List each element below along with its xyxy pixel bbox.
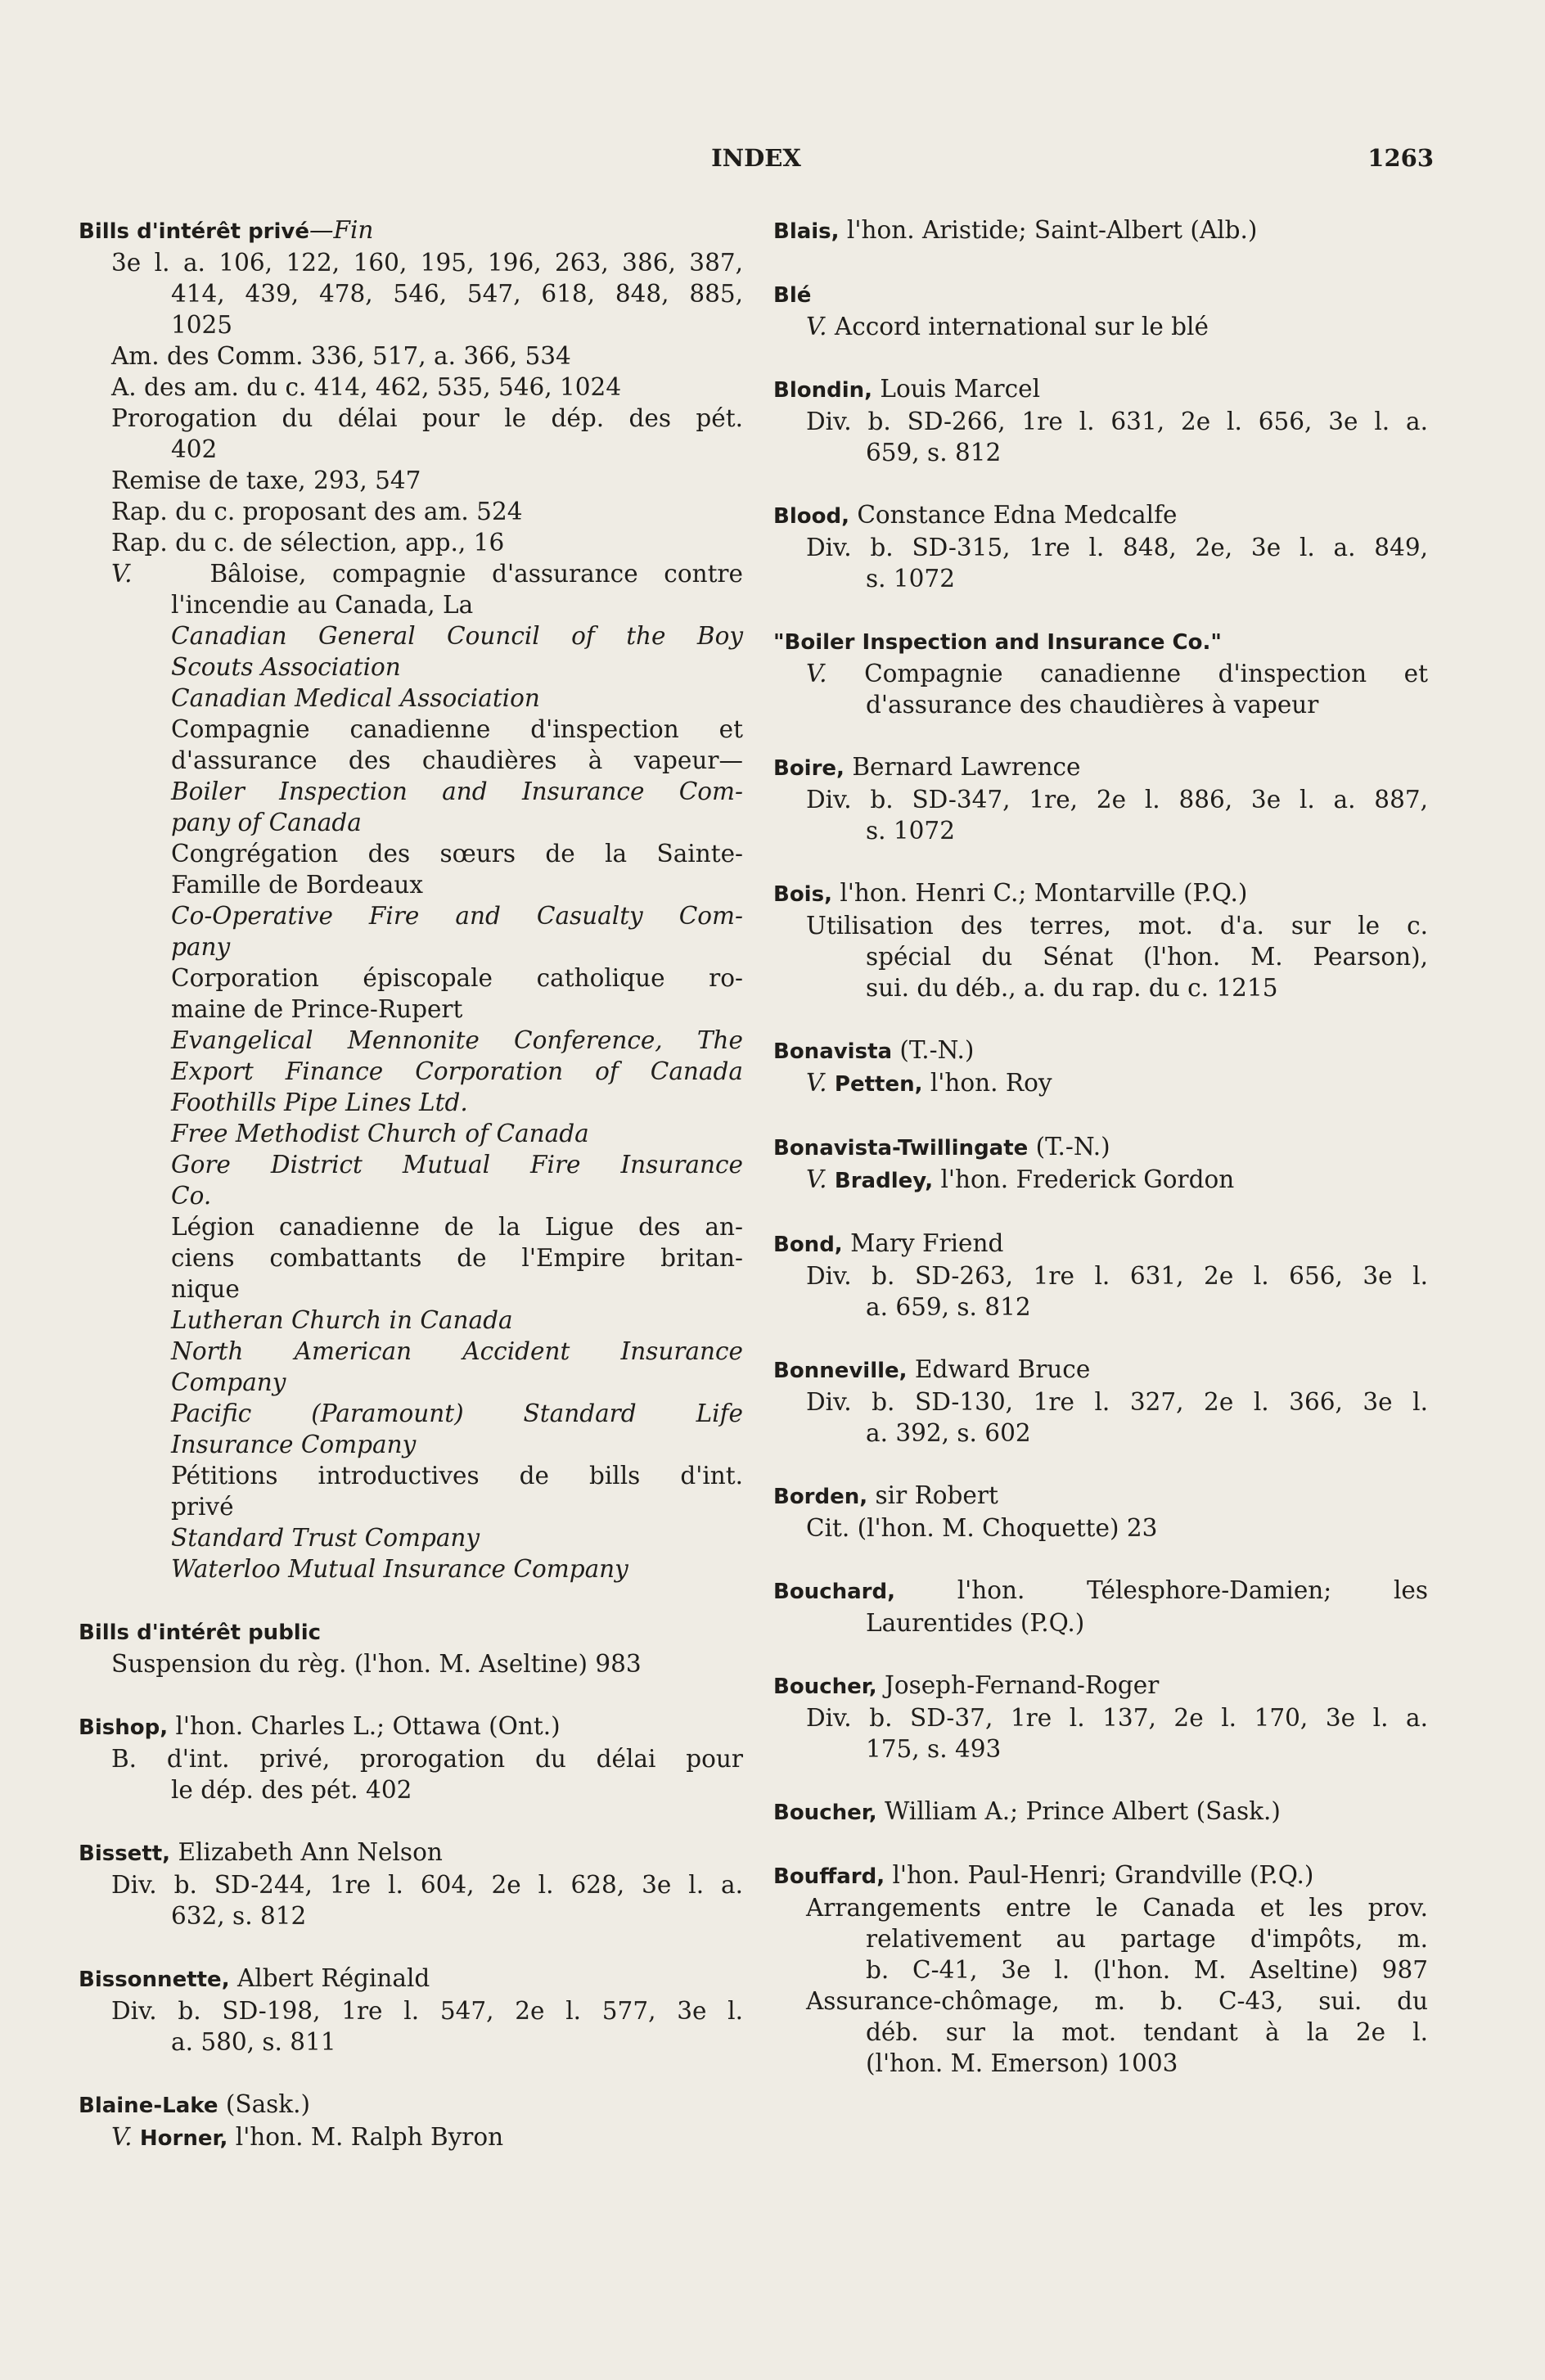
entry-heading: Bills d'intérêt privé—Fin <box>79 216 374 244</box>
entry-line: Scouts Association <box>171 653 401 681</box>
entry-boiler-inspection: "Boiler Inspection and Insurance Co." V. Compagnie canadienne d'inspection et d'assurance des chaudières à vapeur <box>773 630 1428 719</box>
entry-line: V. Compagnie canadienne d'inspection et <box>806 660 1428 687</box>
entry-bouffard: Bouffard, l'hon. Paul-Henri; Grandville (P.Q.) Arrangements entre le Canada et les prov. relativement au partage d'impôts, m. b. C-41, 3e l. (l'hon. M. Aseltine) 987 Assurance-chômage, m. b. C-43, sui. du déb. sur la mot. tendant à la 2e l. (l'hon. M. Emerson) 1003 <box>773 1861 1428 2077</box>
entry-line: Div. b. SD-263, 1re l. 631, 2e l. 656, 3e l. <box>806 1262 1428 1290</box>
entry-line: Congrégation des sœurs de la Sainte- <box>171 840 743 868</box>
entry-bois: Bois, l'hon. Henri C.; Montarville (P.Q.) Utilisation des terres, mot. d'a. sur le c. spécial du Sénat (l'hon. M. Pearson), sui. du déb., a. du rap. du c. 1215 <box>773 879 1428 1002</box>
entry-line: nique <box>171 1275 240 1303</box>
entry-bonavista-twillingate: Bonavista-Twillingate (T.-N.) V. Bradley, l'hon. Frederick Gordon <box>773 1131 1428 1197</box>
entry-line: Export Finance Corporation of Canada <box>171 1057 743 1085</box>
entry-blood: Blood, Constance Edna Medcalfe Div. b. SD-315, 1re l. 848, 2e, 3e l. a. 849, s. 1072 <box>773 501 1428 593</box>
entry-line: Prorogation du délai pour le dép. des pét. <box>111 404 743 432</box>
entry-line: spécial du Sénat (l'hon. M. Pearson), <box>866 943 1428 971</box>
entry-line: Utilisation des terres, mot. d'a. sur le c. <box>806 912 1428 940</box>
entry-line: Pacific (Paramount) Standard Life <box>171 1400 743 1427</box>
entry-line: b. C-41, 3e l. (l'hon. M. Aseltine) 987 <box>866 1956 1428 1984</box>
entry-line: 175, s. 493 <box>866 1735 1002 1763</box>
entry-boire: Boire, Bernard Lawrence Div. b. SD-347, 1re, 2e l. 886, 3e l. a. 887, s. 1072 <box>773 753 1428 845</box>
entry-line: d'assurance des chaudières à vapeur— <box>171 746 743 774</box>
entry-line: Free Methodist Church of Canada <box>171 1120 589 1147</box>
entry-line: Arrangements entre le Canada et les prov. <box>806 1894 1428 1922</box>
right-column <box>773 214 1428 2110</box>
entry-line: sui. du déb., a. du rap. du c. 1215 <box>866 974 1278 1002</box>
entry-line: déb. sur la mot. tendant à la 2e l. <box>866 2018 1428 2046</box>
entry-line: Div. b. SD-130, 1re l. 327, 2e l. 366, 3e l. <box>806 1388 1428 1416</box>
entry-line: A. des am. du c. 414, 462, 535, 546, 1024 <box>111 373 622 401</box>
entry-line: maine de Prince-Rupert <box>171 995 463 1023</box>
entry-line: 659, s. 812 <box>866 439 1002 467</box>
page-number: 1263 <box>1367 144 1434 172</box>
entry-line: V. Accord international sur le blé <box>806 313 1209 340</box>
entry-line: Compagnie canadienne d'inspection et <box>171 715 743 743</box>
entry-line: 402 <box>171 435 218 463</box>
entry-bissett: Bissett, Elizabeth Ann Nelson Div. b. SD-244, 1re l. 604, 2e l. 628, 3e l. a. 632, s. 812 <box>79 1838 743 1930</box>
entry-line: Foothills Pipe Lines Ltd. <box>171 1089 468 1116</box>
entry-line: Remise de taxe, 293, 547 <box>111 467 421 494</box>
entry-bond: Bond, Mary Friend Div. b. SD-263, 1re l. 631, 2e l. 656, 3e l. a. 659, s. 812 <box>773 1229 1428 1321</box>
entry-line: Boiler Inspection and Insurance Com- <box>171 778 743 805</box>
entry-line: Waterloo Mutual Insurance Company <box>171 1555 628 1583</box>
entry-line: s. 1072 <box>866 817 955 845</box>
entry-line: a. 392, s. 602 <box>866 1419 1031 1447</box>
entry-line: Suspension du règ. (l'hon. M. Aseltine) 983 <box>111 1650 642 1678</box>
entry-line: North American Accident Insurance <box>171 1337 743 1365</box>
entry-line: 1025 <box>171 311 233 339</box>
entry-line: Légion canadienne de la Ligue des an- <box>171 1213 743 1241</box>
page-title: INDEX <box>711 144 801 172</box>
entry-line: l'incendie au Canada, La <box>171 591 474 619</box>
entry-line: Co. <box>171 1182 212 1210</box>
entry-line: ciens combattants de l'Empire britan- <box>171 1244 743 1272</box>
entry-line: s. 1072 <box>866 565 955 593</box>
entry-line: Standard Trust Company <box>171 1524 480 1552</box>
entry-borden: Borden, sir Robert Cit. (l'hon. M. Choquette) 23 <box>773 1480 1428 1544</box>
entry-line: Corporation épiscopale catholique ro- <box>171 964 743 992</box>
entry-bonavista: Bonavista (T.-N.) V. Petten, l'hon. Roy <box>773 1034 1428 1100</box>
entry-line: Canadian General Council of the Boy <box>171 622 743 650</box>
entry-line: V. Bâloise, compagnie d'assurance contre <box>111 560 743 588</box>
entry-boucher-joseph: Boucher, Joseph-Fernand-Roger Div. b. SD-37, 1re l. 137, 2e l. 170, 3e l. a. 175, s. 493 <box>773 1671 1428 1763</box>
entry-line: Rap. du c. de sélection, app., 16 <box>111 529 505 557</box>
entry-line: pany <box>171 933 231 961</box>
page-header <box>79 144 1434 177</box>
entry-line: a. 580, s. 811 <box>171 2028 336 2056</box>
entry-line: Insurance Company <box>171 1431 417 1458</box>
entry-line: Div. b. SD-244, 1re l. 604, 2e l. 628, 3e l. a. <box>111 1871 743 1899</box>
entry-line: V. Horner, l'hon. M. Ralph Byron <box>111 2123 504 2151</box>
entry-bishop: Bishop, l'hon. Charles L.; Ottawa (Ont.) B. d'int. privé, prorogation du délai pour le dép. des pét. 402 <box>79 1712 743 1804</box>
entry-line: Cit. (l'hon. M. Choquette) 23 <box>806 1514 1158 1542</box>
entry-line: d'assurance des chaudières à vapeur <box>866 691 1319 719</box>
entry-bills-public: Bills d'intérêt public Suspension du règ. (l'hon. M. Aseltine) 983 <box>79 1616 743 1679</box>
entry-line: relativement au partage d'impôts, m. <box>866 1925 1428 1953</box>
entry-line: V. Bradley, l'hon. Frederick Gordon <box>806 1165 1235 1193</box>
entry-line: Evangelical Mennonite Conference, The <box>171 1026 743 1054</box>
entry-blondin: Blondin, Louis Marcel Div. b. SD-266, 1re l. 631, 2e l. 656, 3e l. a. 659, s. 812 <box>773 375 1428 467</box>
entry-line: Co-Operative Fire and Casualty Com- <box>171 902 743 930</box>
left-column <box>79 214 743 2185</box>
entry-line: Div. b. SD-315, 1re l. 848, 2e, 3e l. a. 849, <box>806 534 1428 561</box>
entry-line: le dép. des pét. 402 <box>171 1776 412 1804</box>
entry-line: Pétitions introductives de bills d'int. <box>171 1462 743 1490</box>
entry-boucher-william: Boucher, William A.; Prince Albert (Sask.) <box>773 1797 1281 1825</box>
entry-line: Div. b. SD-347, 1re, 2e l. 886, 3e l. a. 887, <box>806 786 1428 814</box>
entry-bissonnette: Bissonnette, Albert Réginald Div. b. SD-198, 1re l. 547, 2e l. 577, 3e l. a. 580, s. 811 <box>79 1964 743 2056</box>
entry-line: Canadian Medical Association <box>171 684 540 712</box>
entry-line: a. 659, s. 812 <box>866 1293 1031 1321</box>
entry-line: Am. des Comm. 336, 517, a. 366, 534 <box>111 342 571 370</box>
entry-line: V. Petten, l'hon. Roy <box>806 1069 1052 1097</box>
entry-line: Laurentides (P.Q.) <box>866 1609 1085 1637</box>
entry-line: 414, 439, 478, 546, 547, 618, 848, 885, <box>171 280 743 308</box>
entry-line: 632, s. 812 <box>171 1902 307 1930</box>
entry-line: B. d'int. privé, prorogation du délai pour <box>111 1745 743 1773</box>
entry-line: Assurance-chômage, m. b. C-43, sui. du <box>806 1987 1428 2015</box>
entry-line: Div. b. SD-37, 1re l. 137, 2e l. 170, 3e l. a. <box>806 1704 1428 1732</box>
entry-line: Rap. du c. proposant des am. 524 <box>111 498 523 525</box>
entry-line: Gore District Mutual Fire Insurance <box>171 1151 743 1179</box>
entry-line: (l'hon. M. Emerson) 1003 <box>866 2049 1178 2077</box>
entry-line: Famille de Bordeaux <box>171 871 423 899</box>
entry-blaine-lake: Blaine-Lake (Sask.) V. Horner, l'hon. M. Ralph Byron <box>79 2089 743 2154</box>
entry-line: privé <box>171 1493 234 1521</box>
entry-line: Company <box>171 1368 286 1396</box>
entry-bouchard: Bouchard, l'hon. Télesphore-Damien; les Laurentides (P.Q.) <box>773 1576 1428 1637</box>
entry-line: Div. b. SD-198, 1re l. 547, 2e l. 577, 3e l. <box>111 1997 743 2025</box>
entry-line: Lutheran Church in Canada <box>171 1306 513 1334</box>
entry-bonneville: Bonneville, Edward Bruce Div. b. SD-130, 1re l. 327, 2e l. 366, 3e l. a. 392, s. 602 <box>773 1355 1428 1447</box>
entry-bills-prive <box>79 214 743 1584</box>
entry-ble: Blé V. Accord international sur le blé <box>773 278 1428 342</box>
entry-line: pany of Canada <box>171 809 362 836</box>
entry-blais: Blais, l'hon. Aristide; Saint-Albert (Alb.) <box>773 216 1258 244</box>
entry-line: 3e l. a. 106, 122, 160, 195, 196, 263, 386, 387, <box>111 249 743 277</box>
entry-line: Div. b. SD-266, 1re l. 631, 2e l. 656, 3e l. a. <box>806 408 1428 435</box>
